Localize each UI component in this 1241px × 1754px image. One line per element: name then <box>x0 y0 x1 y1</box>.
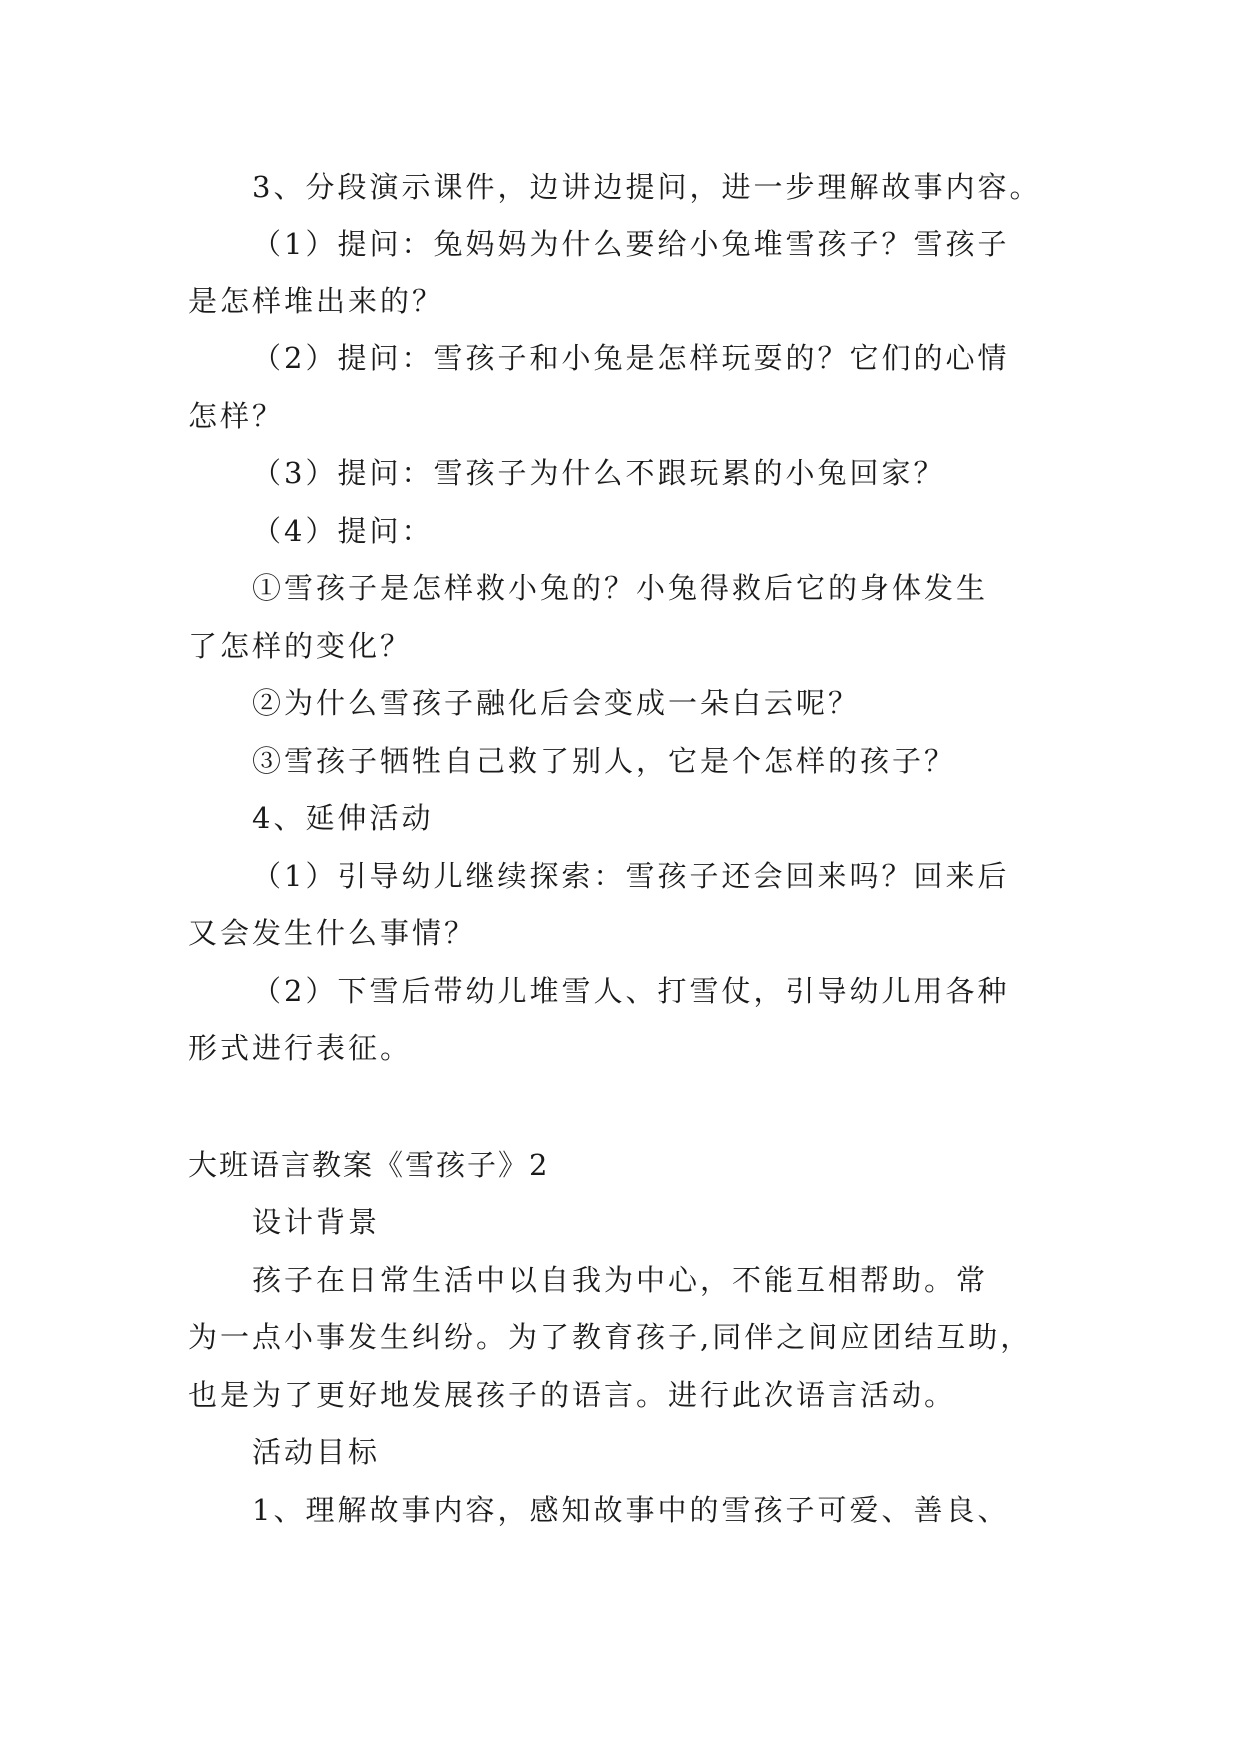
paragraph-line: 孩子在日常生活中以自我为中心，不能互相帮助。常 <box>252 1263 989 1297</box>
subsection-heading: 活动目标 <box>252 1435 381 1469</box>
paragraph-line: 是怎样堆出来的？ <box>188 284 445 318</box>
subsection-heading: 设计背景 <box>252 1205 381 1239</box>
paragraph-line: （2）下雪后带幼儿堆雪人、打雪仗，引导幼儿用各种 <box>252 974 1010 1008</box>
paragraph-line: 为一点小事发生纠纷。为了教育孩子,同伴之间应团结互助， <box>188 1320 1033 1354</box>
paragraph-line: ①雪孩子是怎样救小兔的？小兔得救后它的身体发生 <box>252 571 989 605</box>
paragraph-line: 怎样？ <box>188 399 285 433</box>
paragraph-line: （4）提问： <box>252 514 434 548</box>
paragraph-line: 1、理解故事内容，感知故事中的雪孩子可爱、善良、 <box>252 1493 1010 1527</box>
paragraph-line: 3、分段演示课件，边讲边提问，进一步理解故事内容。 <box>252 170 1042 204</box>
paragraph-line: ②为什么雪孩子融化后会变成一朵白云呢？ <box>252 686 861 720</box>
paragraph-line: （1）提问：兔妈妈为什么要给小兔堆雪孩子？雪孩子 <box>252 227 1010 261</box>
section-title: 大班语言教案《雪孩子》2 <box>188 1148 550 1182</box>
paragraph-line: （2）提问：雪孩子和小兔是怎样玩耍的？它们的心情 <box>252 341 1010 375</box>
paragraph-line: 也是为了更好地发展孩子的语言。进行此次语言活动。 <box>188 1378 957 1412</box>
paragraph-line: （1）引导幼儿继续探索：雪孩子还会回来吗？回来后 <box>252 859 1010 893</box>
paragraph-line: 又会发生什么事情？ <box>188 916 477 950</box>
paragraph-line: （3）提问：雪孩子为什么不跟玩累的小兔回家？ <box>252 456 946 490</box>
paragraph-line: ③雪孩子牺牲自己救了别人，它是个怎样的孩子？ <box>252 744 957 778</box>
paragraph-line: 4、延伸活动 <box>252 801 434 835</box>
paragraph-line: 形式进行表征。 <box>188 1031 413 1065</box>
paragraph-line: 了怎样的变化？ <box>188 629 413 663</box>
